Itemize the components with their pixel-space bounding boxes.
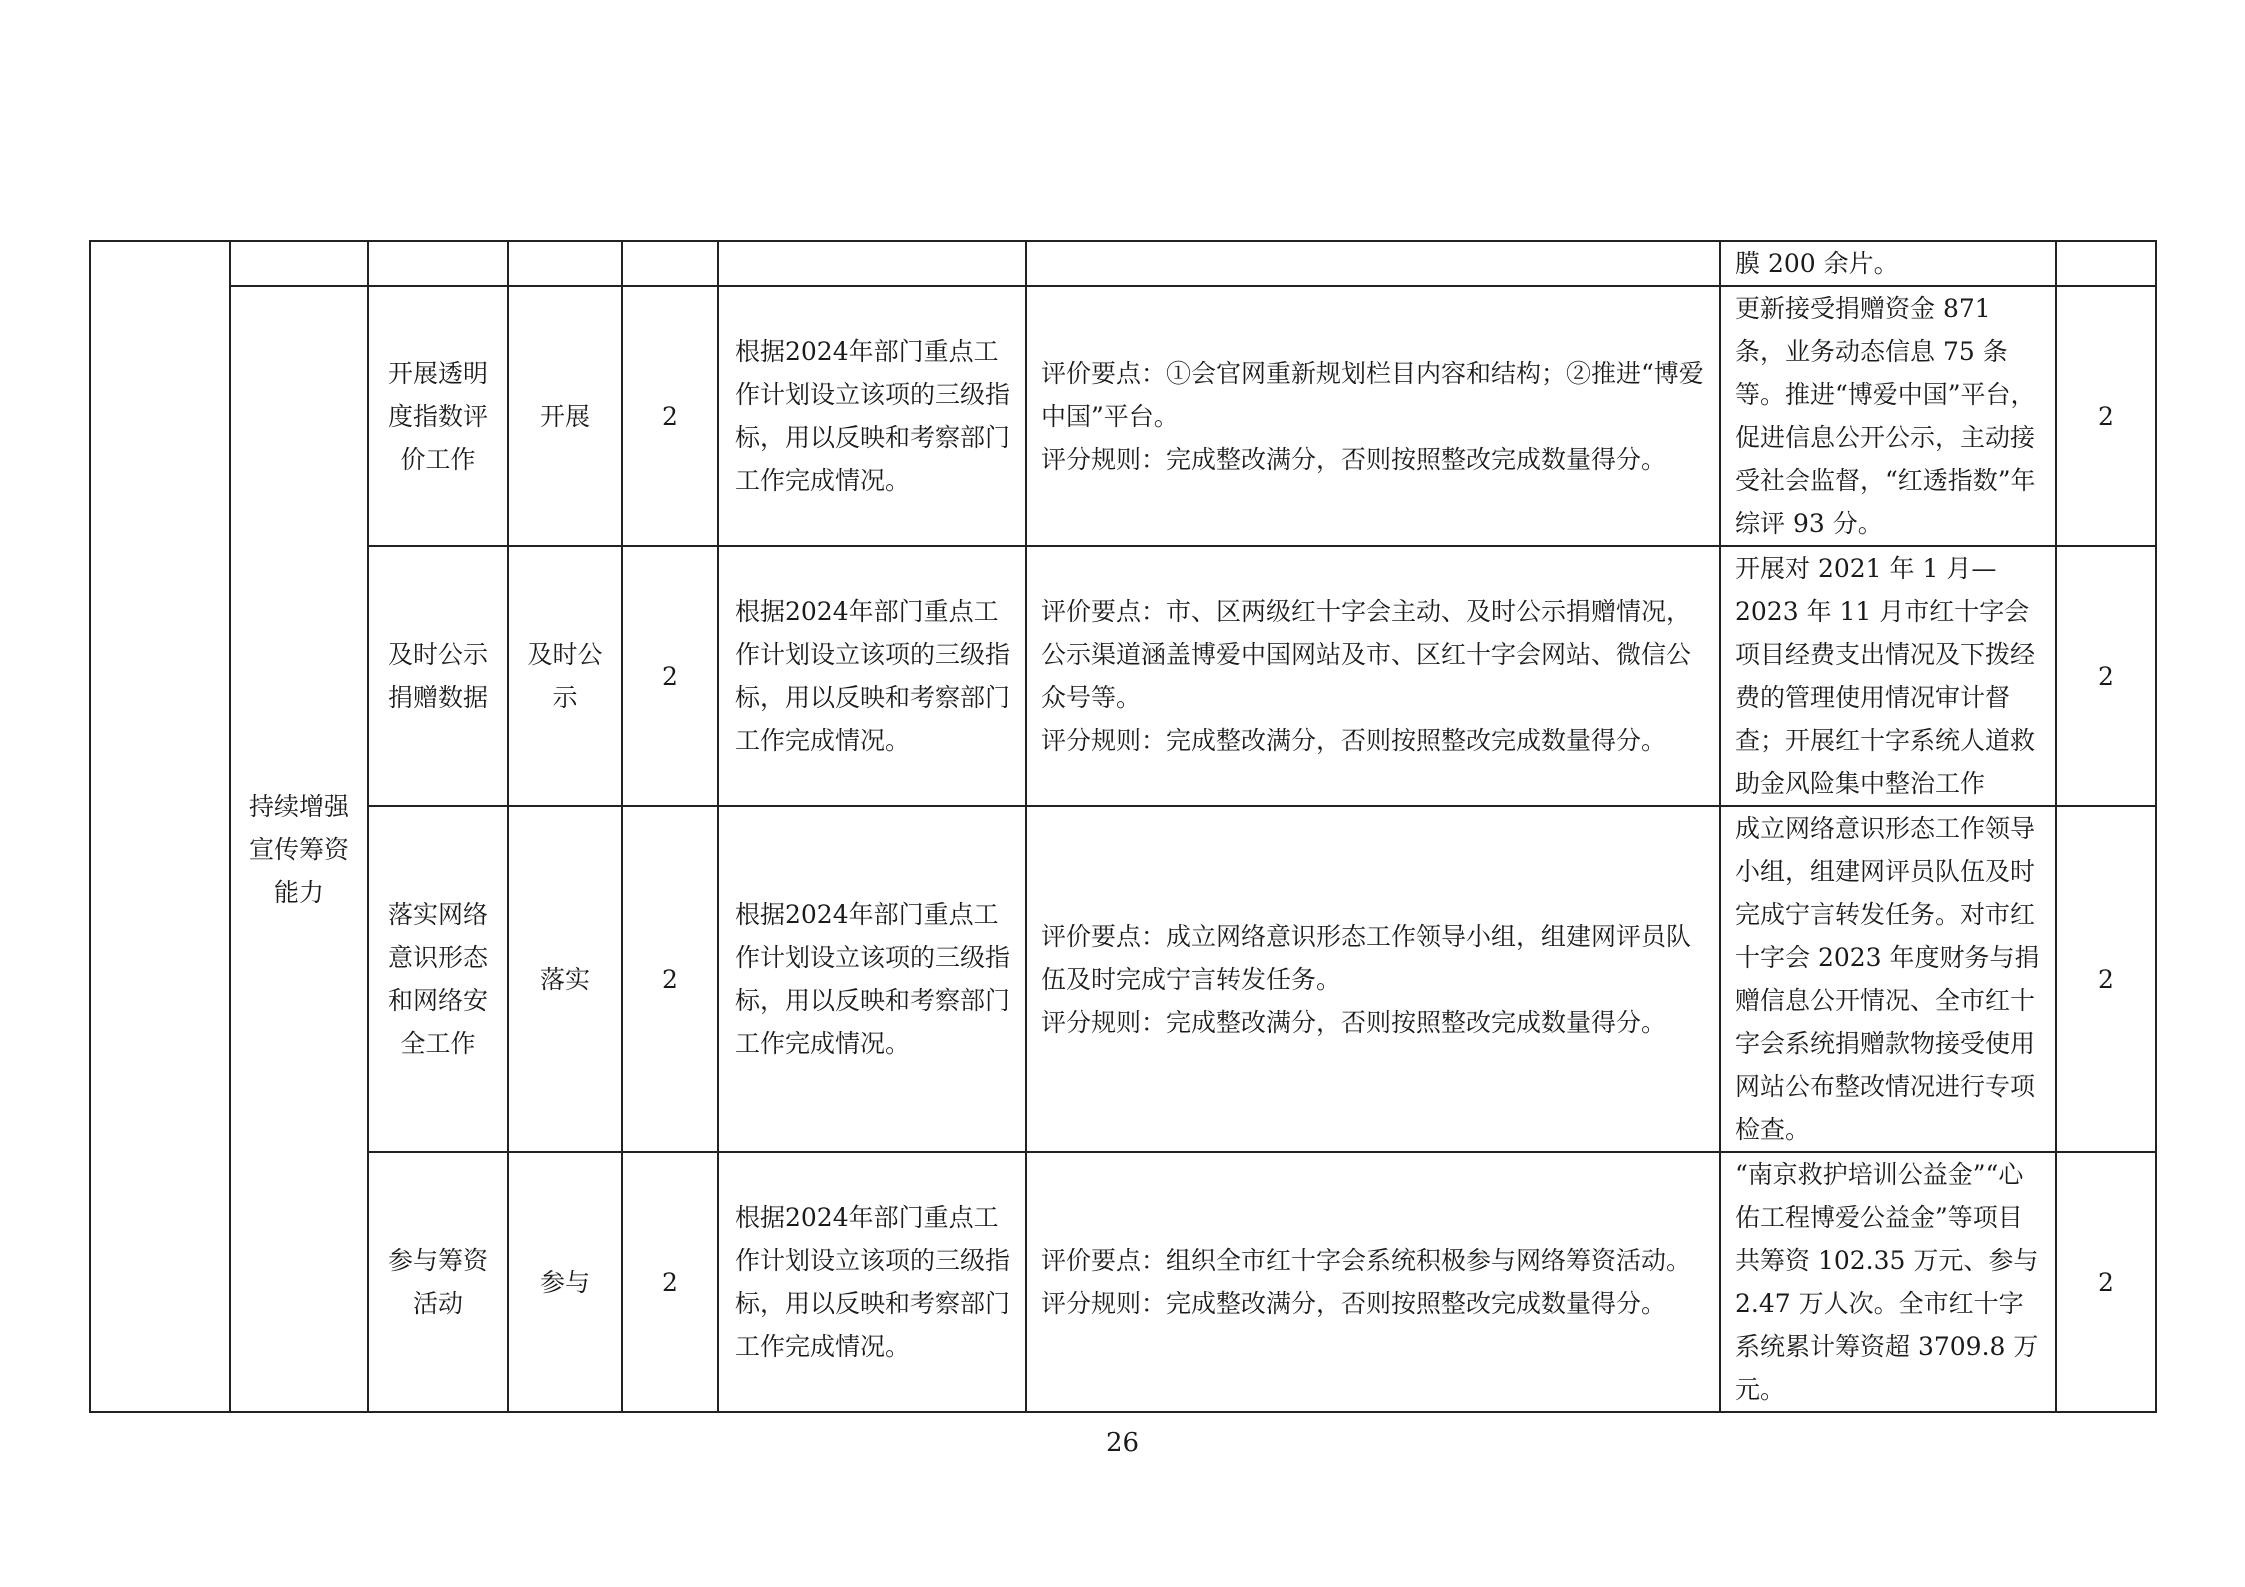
basis-cell bbox=[718, 546, 1026, 806]
empty-cell bbox=[508, 241, 622, 286]
score-value: 2 bbox=[2098, 1267, 2114, 1297]
basis-cell bbox=[718, 806, 1026, 1152]
weight-value: 2 bbox=[662, 401, 678, 431]
score-cell bbox=[2056, 806, 2156, 1152]
indicator-text: 参与筹资活动 bbox=[387, 1246, 488, 1318]
score-cell bbox=[2056, 1152, 2156, 1412]
indicator-text: 及时公示捐赠数据 bbox=[387, 640, 488, 712]
performance-text: 膜 200 余片。 bbox=[1735, 249, 1899, 278]
criteria-rule: 评分规则：完成整改满分，否则按照整改完成数量得分。 bbox=[1041, 444, 1667, 474]
weight-value: 2 bbox=[662, 661, 678, 691]
empty-cell bbox=[2056, 241, 2156, 286]
table-row bbox=[90, 241, 2156, 286]
weight-cell bbox=[622, 286, 718, 546]
weight-cell bbox=[622, 1152, 718, 1412]
table-row bbox=[90, 546, 2156, 806]
level1-indicator-cell bbox=[90, 241, 230, 1412]
indicator-cell bbox=[368, 806, 508, 1152]
performance-text: 成立网络意识形态工作领导小组，组建网评员队伍及时完成宁言转发任务。对市红十字会 2023 年度财务与捐赠信息公开情况、全市红十字会系统捐赠款物接受使用网站公布整改情况进行专项检查。 bbox=[1735, 814, 2040, 1144]
criteria-cell bbox=[1026, 806, 1720, 1152]
criteria-cell bbox=[1026, 1152, 1720, 1412]
sub-indicator-cell bbox=[508, 286, 622, 546]
empty-cell bbox=[368, 241, 508, 286]
weight-value: 2 bbox=[662, 1267, 678, 1297]
performance-cell bbox=[1720, 241, 2056, 286]
indicator-text: 落实网络意识形态和网络安全工作 bbox=[387, 900, 488, 1058]
weight-cell bbox=[622, 806, 718, 1152]
sub-indicator-text: 参与 bbox=[539, 1267, 590, 1297]
table-row bbox=[90, 286, 2156, 546]
performance-text: “南京救护培训公益金”“心佑工程博爱公益金”等项目共筹资 102.35 万元、参与 2.47 万人次。全市红十字系统累计筹资超 3709.8 万元。 bbox=[1735, 1160, 2039, 1404]
sub-indicator-cell bbox=[508, 546, 622, 806]
basis-text: 根据2024年部门重点工作计划设立该项的三级指标，用以反映和考察部门工作完成情况。 bbox=[735, 597, 1011, 755]
basis-text: 根据2024年部门重点工作计划设立该项的三级指标，用以反映和考察部门工作完成情况。 bbox=[735, 900, 1011, 1058]
indicator-cell bbox=[368, 286, 508, 546]
performance-text: 更新接受捐赠资金 871 条，业务动态信息 75 条等。推进“博爱中国”平台，促进信息公开公示，主动接受社会监督，“红透指数”年综评 93 分。 bbox=[1735, 294, 2036, 538]
indicator-cell bbox=[368, 1152, 508, 1412]
basis-cell bbox=[718, 286, 1026, 546]
criteria-cell bbox=[1026, 546, 1720, 806]
criteria-rule: 评分规则：完成整改满分，否则按照整改完成数量得分。 bbox=[1041, 1289, 1667, 1318]
sub-indicator-text: 落实 bbox=[539, 964, 590, 994]
indicator-text: 开展透明度指数评价工作 bbox=[387, 358, 488, 474]
weight-value: 2 bbox=[662, 964, 678, 994]
performance-cell bbox=[1720, 286, 2056, 546]
basis-text: 根据2024年部门重点工作计划设立该项的三级指标，用以反映和考察部门工作完成情况。 bbox=[735, 1203, 1011, 1361]
criteria-points: 评价要点：成立网络意识形态工作领导小组，组建网评员队伍及时完成宁言转发任务。 bbox=[1041, 921, 1692, 994]
secondary-indicator-label: 持续增强宣传筹资能力 bbox=[248, 791, 349, 907]
indicator-cell bbox=[368, 546, 508, 806]
score-value: 2 bbox=[2098, 401, 2114, 431]
sub-indicator-cell bbox=[508, 806, 622, 1152]
score-value: 2 bbox=[2098, 661, 2114, 691]
criteria-points: 评价要点：①会官网重新规划栏目内容和结构；②推进“博爱中国”平台。 bbox=[1041, 358, 1704, 431]
sub-indicator-text: 及时公示 bbox=[527, 640, 603, 712]
criteria-points: 评价要点：组织全市红十字会系统积极参与网络筹资活动。 bbox=[1041, 1246, 1692, 1275]
performance-cell bbox=[1720, 546, 2056, 806]
empty-cell bbox=[1026, 241, 1720, 286]
page-number: 26 bbox=[1105, 1428, 1140, 1458]
score-cell bbox=[2056, 546, 2156, 806]
performance-cell bbox=[1720, 1152, 2056, 1412]
basis-text: 根据2024年部门重点工作计划设立该项的三级指标，用以反映和考察部门工作完成情况。 bbox=[735, 337, 1011, 495]
weight-cell bbox=[622, 546, 718, 806]
empty-cell bbox=[230, 241, 368, 286]
score-value: 2 bbox=[2098, 964, 2114, 994]
criteria-cell bbox=[1026, 286, 1720, 546]
empty-cell bbox=[622, 241, 718, 286]
empty-cell bbox=[718, 241, 1026, 286]
table-row bbox=[90, 806, 2156, 1152]
evaluation-table bbox=[89, 240, 2157, 1413]
sub-indicator-text: 开展 bbox=[539, 401, 590, 431]
criteria-rule: 评分规则：完成整改满分，否则按照整改完成数量得分。 bbox=[1041, 1007, 1667, 1037]
score-cell bbox=[2056, 286, 2156, 546]
table-row bbox=[90, 1152, 2156, 1412]
secondary-indicator-cell bbox=[230, 286, 368, 1412]
basis-cell bbox=[718, 1152, 1026, 1412]
performance-cell bbox=[1720, 806, 2056, 1152]
criteria-points: 评价要点：市、区两级红十字会主动、及时公示捐赠情况，公示渠道涵盖博爱中国网站及市、区红十字会网站、微信公众号等。 bbox=[1041, 597, 1692, 712]
sub-indicator-cell bbox=[508, 1152, 622, 1412]
performance-text: 开展对 2021 年 1 月—2023 年 11 月市红十字会项目经费支出情况及下拨经费的管理使用情况审计督查；开展红十字系统人道救助金风险集中整治工作 bbox=[1735, 554, 2036, 798]
criteria-rule: 评分规则：完成整改满分，否则按照整改完成数量得分。 bbox=[1041, 726, 1667, 755]
